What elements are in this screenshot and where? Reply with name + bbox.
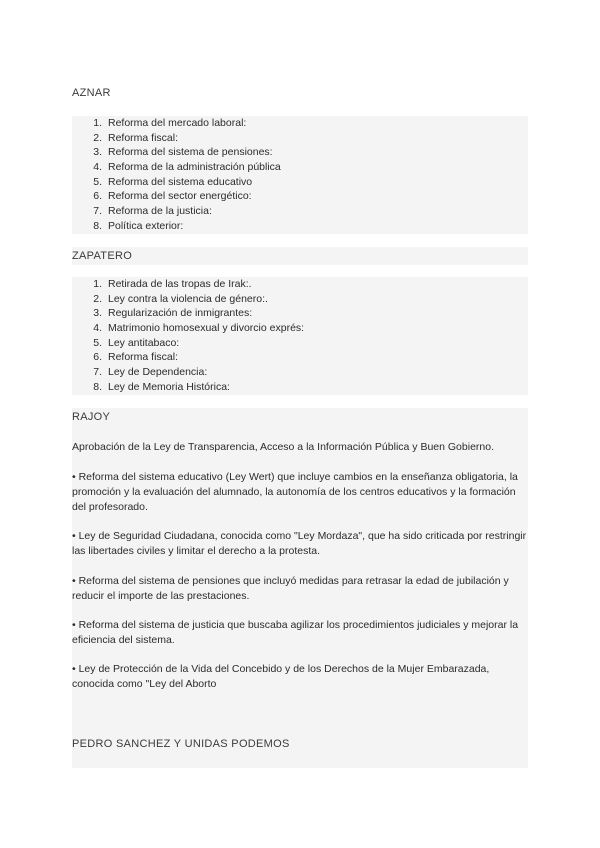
section-heading-rajoy: RAJOY (72, 411, 111, 423)
rajoy-paragraph-educacion: • Reforma del sistema educativo (Ley Wert) que incluye cambios en la enseñanza obligatoria, la promoción y la evaluación del alumnado, la autonomía de los centros educativos y la formación del profesorado. (72, 471, 518, 513)
rajoy-paragraph-justicia: • Reforma del sistema de justicia que buscaba agilizar los procedimientos judiciales y mejorar la eficiencia del sistema. (72, 619, 519, 646)
list-item: 6. Reforma fiscal: (93, 351, 179, 364)
list-item: 4. Matrimonio homosexual y divorcio exprés: (93, 322, 305, 335)
list-item: 2. Reforma fiscal: (93, 131, 179, 144)
list-item: 3. Regularización de inmigrantes: (93, 307, 253, 320)
list-item: 8. Ley de Memoria Histórica: (93, 380, 230, 393)
section-heading-zapatero: ZAPATERO (72, 250, 133, 262)
rajoy-paragraph-pensiones: • Reforma del sistema de pensiones que incluyó medidas para retrasar la edad de jubilación y reducir el importe de las prestaciones. (72, 575, 509, 602)
list-item: 7. Reforma de la justicia: (93, 205, 212, 218)
rajoy-paragraph-aborto: • Ley de Protección de la Vida del Concebido y de los Derechos de la Mujer Embarazada, conocida como "Ley del Aborto (72, 663, 490, 690)
list-item: 1. Retirada de las tropas de Irak:. (93, 278, 252, 290)
list-item: 2. Ley contra la violencia de género:. (93, 292, 268, 305)
list-item: 7. Ley de Dependencia: (93, 366, 208, 379)
list-item: 5. Ley antitabaco: (93, 336, 180, 349)
zapatero-reform-list (72, 277, 528, 395)
list-item: 8. Política exterior: (93, 219, 184, 232)
section-heading-aznar: AZNAR (72, 87, 111, 99)
list-item: 4. Reforma de la administración pública (93, 161, 281, 174)
list-item: 6. Reforma del sector energético: (93, 190, 252, 203)
rajoy-paragraph-transparencia: Aprobación de la Ley de Transparencia, Acceso a la Información Pública y Buen Gobierno. (72, 441, 495, 453)
section-heading-sanchez: PEDRO SANCHEZ Y UNIDAS PODEMOS (72, 738, 290, 750)
rajoy-paragraph-seguridad: • Ley de Seguridad Ciudadana, conocida como "Ley Mordaza", que ha sido criticada por restringir las libertades civiles y limitar el derecho a la protesta. (72, 530, 527, 557)
list-item: 3. Reforma del sistema de pensiones: (93, 146, 273, 159)
aznar-reform-list (72, 116, 528, 234)
list-item: 5. Reforma del sistema educativo (93, 175, 253, 188)
list-item: 1. Reforma del mercado laboral: (93, 117, 247, 129)
